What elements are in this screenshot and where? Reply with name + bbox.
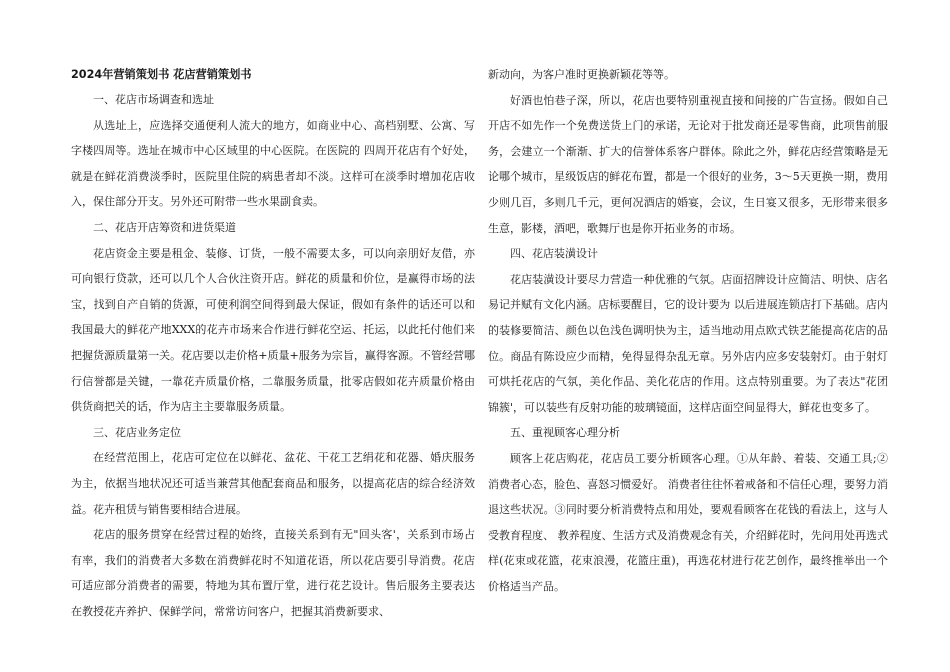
paragraph: 在经营范围上，花店可定位在以鲜花、盆花、干花工艺绢花和花器、婚庆服务为主，依据当地状况还可适当兼营其他配套商品和服务，以提高花店的综合经济效益。花卉租赁与销售要相结合进展。 — [71, 451, 475, 516]
paragraph: 好酒也怕巷子深，所以，花店也要特别重视直接和间接的广告宣扬。假如自己开店不如先作一个免费送货上门的承诺，无论对于批发商还是零售商，此项售前服务，会建立一个渐渐、扩大的信誉体系客户群体。除此之外，鲜花店经营策略是无论哪个城市，星级饭店的鲜花布置，都是一个很好的业务，3～5天更换一期，费用少则几百，多则几千元，更何况酒店的婚宴，会议，生日宴又很多，无形带来很多生意，影楼，酒吧，歌舞厅也是你开拓业务的市场。 — [488, 93, 888, 235]
paragraph: 从选址上，应选择交通便利人流大的地方，如商业中心、高档别墅、公寓、写字楼四周等。选址在城市中心区域里的中心医院。在医院的 四周开花店有个好处，就是在鲜花消费淡季时，医院里住院的病患者却不淡。这样可在淡季时增加花店收入，保住部分开支。另外还可附带一些水果副食卖。 — [71, 118, 475, 209]
section-heading-1: 一、花店市场调查和选址 — [93, 93, 214, 106]
paragraph: 顾客上花店购花，花店员工要分析顾客心理。①从年龄、着装、交通工具;② 消费者心态，脸色、喜怒习惯爱好。 消费者往往怀着戒备和不信任心理，要努力消退这些状况。③同时要分析消费特点和用处，要观看顾客在花钱的看法上，这与人受教育程度、 教养程度、生活方式及消费观念有关，介绍鲜花时，先问用处再选式样(花束或花篮，花束浪漫，花篮庄重)，再选花材进行花艺创作，最终推举出一个价格适当产品。 — [488, 451, 888, 593]
paragraph: 花店资金主要是租金、装修、订货，一般不需要太多，可以向亲朋好友借，亦可向银行贷款，还可以几个人合伙注资开店。鲜花的质量和价位，是赢得市场的法宝，找到自产自销的货源，可使利润空间得到最大保证，假如有条件的话还可以和我国最大的鲜花产地XXX的花卉市场来合作进行鲜花空运、托运，以此托付他们来把握货源质量第一关。花店要以走价格+质量+服务为宗旨，赢得客源。不管经营哪行信誉都是关键，一靠花卉质量价格，二靠服务质量，批零店假如花卉质量价格由供货商把关的话，作为店主主要靠服务质量。 — [71, 246, 475, 414]
section-heading-5: 五、重视顾客心理分析 — [510, 426, 620, 440]
section-heading-4: 四、花店装潢设计 — [510, 247, 598, 261]
document-title: 2024年营销策划书 花店营销策划书 — [71, 68, 252, 81]
section-heading-2: 二、花店开店筹资和进货渠道 — [93, 220, 236, 234]
paragraph: 花店的服务贯穿在经营过程的始终，直接关系到有无"回头客'，关系到市场占有率，我们的消费者大多数在消费鲜花时不知道花语，所以花店要引导消费。花店可适应部分消费者的需要，特地为其布置厅堂，进行花艺设计。售后服务主要表达在教授花卉养护、保鲜学问，常常访问客户，把握其消费新要求、 — [71, 528, 475, 618]
right-column — [488, 62, 888, 599]
paragraph: 花店装潢设计要尽力营造一种优雅的气氛。店面招牌设计应简洁、明快、店名易记并赋有文化内涵。店标要醒目，它的设计要为 以后进展连锁店打下基础。店内的装修要简洁、颜色以色浅色调明快为主，适当地动用点欧式铁艺能提高花店的品位。商品有陈设应少而精，免得显得杂乱无章。另外店内应多安装射灯。由于射灯可烘托花店的气氛，美化作品、美化花店的作用。这点特别重要。为了表达"花团锦簇'，可以装些有反射功能的玻璃镜面，这样店面空间显得大，鲜花也变多了。 — [488, 272, 888, 414]
section-heading-3: 三、花店业务定位 — [93, 425, 181, 439]
paragraph-continuation: 新动向，为客户准时更换新颖花等等。 — [488, 68, 675, 81]
left-column — [71, 62, 475, 624]
